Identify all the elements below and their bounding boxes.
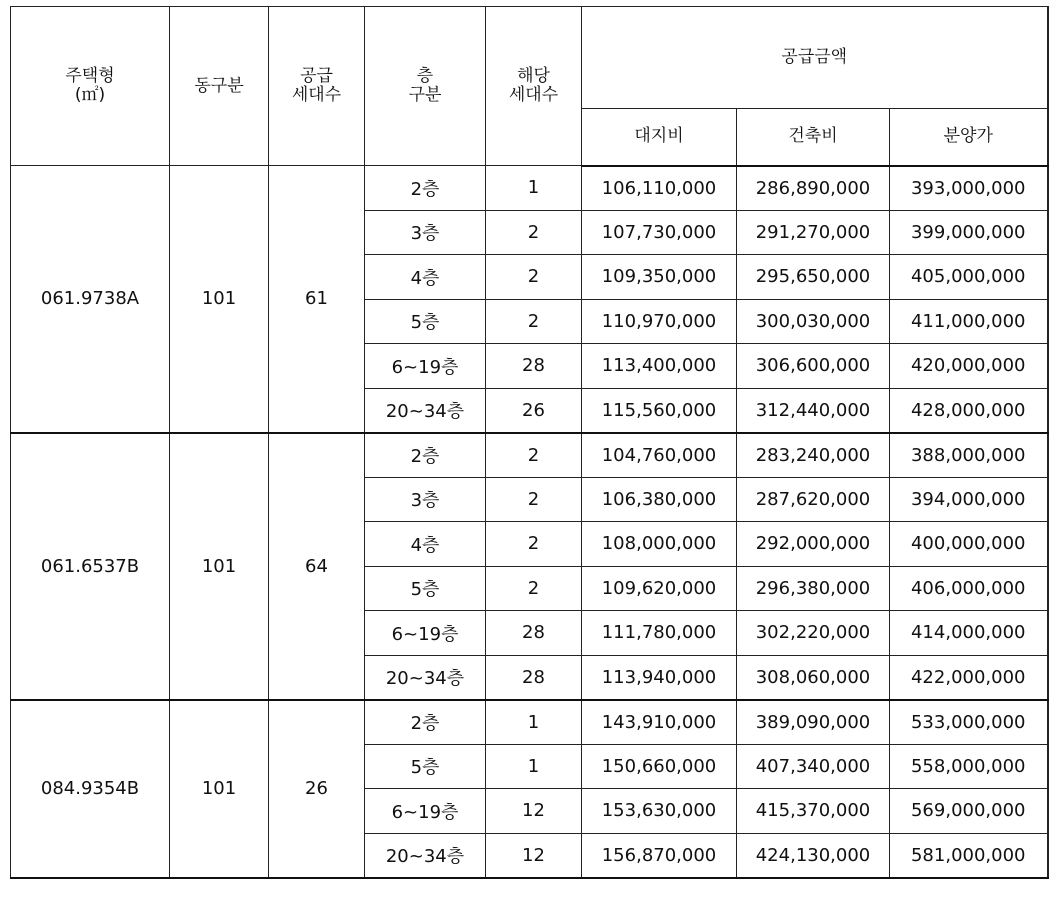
units-cell: 12 (486, 789, 582, 834)
land-price-cell: 113,940,000 (582, 655, 737, 700)
land-price-cell: 150,660,000 (582, 744, 737, 789)
building-price-cell: 286,890,000 (737, 166, 890, 211)
supply-units-cell: 61 (269, 166, 365, 433)
units-cell: 1 (486, 166, 582, 211)
type-cell: 084.9354B (11, 700, 170, 878)
floor-cell: 2층 (365, 700, 486, 745)
land-price-cell: 156,870,000 (582, 833, 737, 878)
supply-units-cell: 64 (269, 433, 365, 700)
header-sale: 분양가 (890, 109, 1048, 166)
building-price-cell: 407,340,000 (737, 744, 890, 789)
floor-cell: 3층 (365, 477, 486, 522)
dong-cell: 101 (170, 166, 269, 433)
building-price-cell: 295,650,000 (737, 255, 890, 300)
building-price-cell: 389,090,000 (737, 700, 890, 745)
units-cell: 2 (486, 477, 582, 522)
sale-price-cell: 581,000,000 (890, 833, 1048, 878)
units-cell: 2 (486, 433, 582, 478)
units-cell: 2 (486, 210, 582, 255)
header-price-group: 공급금액 (582, 7, 1048, 109)
units-cell: 28 (486, 344, 582, 389)
floor-cell: 20~34층 (365, 833, 486, 878)
header-floor: 층 구분 (365, 7, 486, 166)
land-price-cell: 108,000,000 (582, 522, 737, 567)
land-price-cell: 111,780,000 (582, 611, 737, 656)
land-price-cell: 107,730,000 (582, 210, 737, 255)
sale-price-cell: 558,000,000 (890, 744, 1048, 789)
floor-cell: 5층 (365, 744, 486, 789)
sale-price-cell: 394,000,000 (890, 477, 1048, 522)
units-cell: 2 (486, 522, 582, 567)
sale-price-cell: 428,000,000 (890, 388, 1048, 433)
sale-price-cell: 422,000,000 (890, 655, 1048, 700)
table-row (11, 166, 1048, 211)
building-price-cell: 424,130,000 (737, 833, 890, 878)
floor-cell: 5층 (365, 299, 486, 344)
floor-cell: 2층 (365, 433, 486, 478)
sale-price-cell: 414,000,000 (890, 611, 1048, 656)
header-supply-units: 공급 세대수 (269, 7, 365, 166)
floor-cell: 6~19층 (365, 789, 486, 834)
units-cell: 26 (486, 388, 582, 433)
floor-cell: 6~19층 (365, 344, 486, 389)
sale-price-cell: 411,000,000 (890, 299, 1048, 344)
units-cell: 1 (486, 744, 582, 789)
building-price-cell: 306,600,000 (737, 344, 890, 389)
units-cell: 2 (486, 566, 582, 611)
floor-cell: 4층 (365, 255, 486, 300)
building-price-cell: 291,270,000 (737, 210, 890, 255)
supply-units-cell: 26 (269, 700, 365, 878)
building-price-cell: 287,620,000 (737, 477, 890, 522)
building-price-cell: 300,030,000 (737, 299, 890, 344)
sale-price-cell: 400,000,000 (890, 522, 1048, 567)
units-cell: 1 (486, 700, 582, 745)
sale-price-cell: 533,000,000 (890, 700, 1048, 745)
type-cell: 061.6537B (11, 433, 170, 700)
units-cell: 2 (486, 255, 582, 300)
land-price-cell: 109,620,000 (582, 566, 737, 611)
building-price-cell: 302,220,000 (737, 611, 890, 656)
units-cell: 28 (486, 655, 582, 700)
header-land: 대지비 (582, 109, 737, 166)
floor-cell: 4층 (365, 522, 486, 567)
dong-cell: 101 (170, 700, 269, 878)
land-price-cell: 143,910,000 (582, 700, 737, 745)
header-units: 해당 세대수 (486, 7, 582, 166)
land-price-cell: 153,630,000 (582, 789, 737, 834)
land-price-cell: 104,760,000 (582, 433, 737, 478)
header-building: 건축비 (737, 109, 890, 166)
dong-cell: 101 (170, 433, 269, 700)
floor-cell: 6~19층 (365, 611, 486, 656)
floor-cell: 20~34층 (365, 388, 486, 433)
sale-price-cell: 405,000,000 (890, 255, 1048, 300)
sale-price-cell: 420,000,000 (890, 344, 1048, 389)
land-price-cell: 110,970,000 (582, 299, 737, 344)
price-table (10, 6, 1049, 879)
header-dong: 동구분 (170, 7, 269, 166)
land-price-cell: 106,380,000 (582, 477, 737, 522)
sale-price-cell: 399,000,000 (890, 210, 1048, 255)
land-price-cell: 113,400,000 (582, 344, 737, 389)
building-price-cell: 312,440,000 (737, 388, 890, 433)
floor-cell: 20~34층 (365, 655, 486, 700)
building-price-cell: 296,380,000 (737, 566, 890, 611)
land-price-cell: 115,560,000 (582, 388, 737, 433)
sale-price-cell: 393,000,000 (890, 166, 1048, 211)
floor-cell: 3층 (365, 210, 486, 255)
building-price-cell: 308,060,000 (737, 655, 890, 700)
floor-cell: 5층 (365, 566, 486, 611)
land-price-cell: 106,110,000 (582, 166, 737, 211)
building-price-cell: 292,000,000 (737, 522, 890, 567)
table-row (11, 433, 1048, 478)
sale-price-cell: 388,000,000 (890, 433, 1048, 478)
building-price-cell: 283,240,000 (737, 433, 890, 478)
sale-price-cell: 569,000,000 (890, 789, 1048, 834)
floor-cell: 2층 (365, 166, 486, 211)
sale-price-cell: 406,000,000 (890, 566, 1048, 611)
building-price-cell: 415,370,000 (737, 789, 890, 834)
units-cell: 28 (486, 611, 582, 656)
table-row (11, 700, 1048, 745)
header-type: 주택형 (㎡) (11, 7, 170, 166)
land-price-cell: 109,350,000 (582, 255, 737, 300)
table-body (11, 166, 1048, 878)
units-cell: 2 (486, 299, 582, 344)
units-cell: 12 (486, 833, 582, 878)
type-cell: 061.9738A (11, 166, 170, 433)
